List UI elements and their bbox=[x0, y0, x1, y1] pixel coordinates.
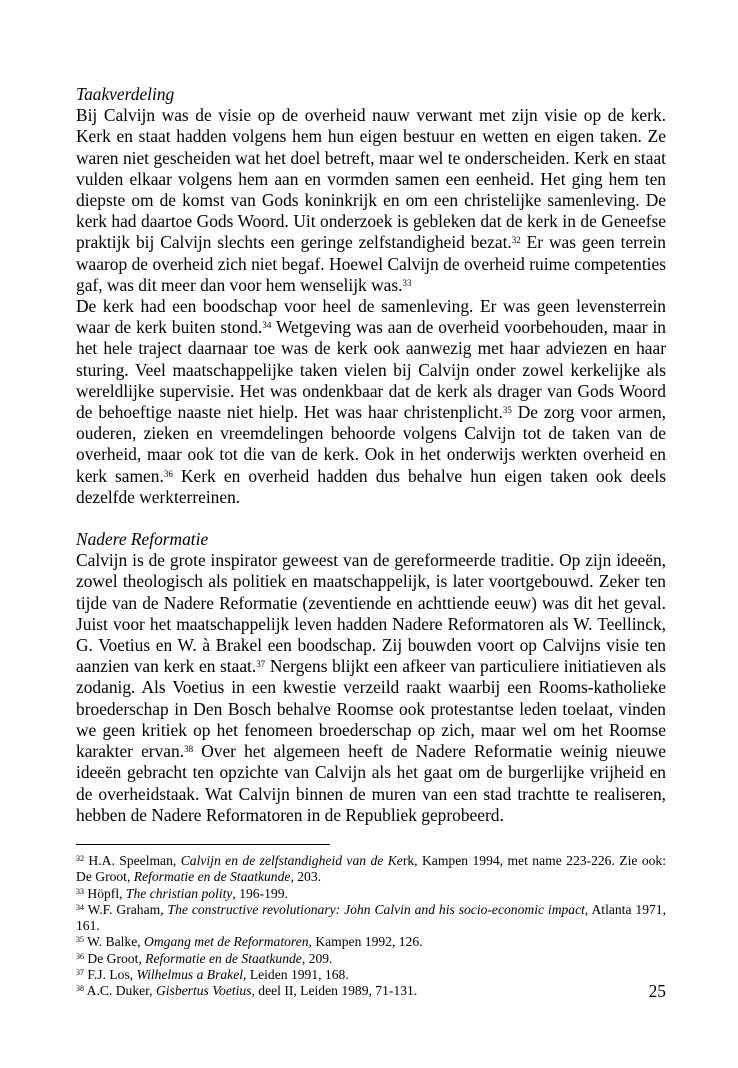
footnote-title: The constructive revolutionary: John Calvin and his socio-economic impact bbox=[167, 901, 585, 917]
footnote-ref-35[interactable]: 35 bbox=[502, 405, 512, 416]
footnote-number: 37 bbox=[76, 967, 84, 977]
footnote-37 bbox=[76, 967, 666, 983]
footnote-title: Reformatie en de Staatkunde bbox=[133, 869, 291, 885]
paragraph-3 bbox=[76, 550, 666, 826]
footnote-ref-37[interactable]: 37 bbox=[256, 659, 266, 670]
footnote-text: , 203. bbox=[290, 869, 322, 885]
footnote-38 bbox=[76, 983, 666, 999]
footnote-title: Omgang met de Reformatoren bbox=[144, 934, 309, 950]
footnote-text: H.A. Speelman, bbox=[84, 852, 181, 868]
footnote-divider bbox=[76, 844, 330, 845]
page-number: 25 bbox=[648, 981, 666, 1001]
footnote-number: 33 bbox=[76, 886, 84, 896]
footnote-title: Gisbertus Voetius bbox=[155, 983, 252, 999]
paragraph-2 bbox=[76, 296, 666, 508]
paragraph-2-d: Kerk en overheid hadden dus behalve hun eigen taken ook deels dezelfde werkterreinen. bbox=[76, 465, 666, 507]
footnote-35 bbox=[76, 934, 666, 950]
footnote-text: Höpfl, bbox=[84, 885, 126, 901]
paragraph-2-a: De kerk had een boodschap voor heel de samenleving. Er was geen levensterrein waar de kerk buiten stond. bbox=[76, 296, 666, 338]
footnote-text: W.F. Graham, bbox=[84, 901, 168, 917]
footnote-number: 38 bbox=[76, 984, 84, 994]
footnote-text: , deel II, Leiden 1989, 71-131. bbox=[251, 983, 418, 999]
footnotes bbox=[76, 853, 666, 1000]
section-heading-nadere-reformatie: Nadere Reformatie bbox=[76, 529, 209, 550]
paragraph-2-c: De zorg voor armen, ouderen, zieken en vreemdelingen behoorde volgens Calvijn tot de taken van de overheid, maar ook tot die van de kerk. Ook in het onderwijs werkten overheid en kerk samen. bbox=[76, 402, 666, 486]
footnote-ref-34[interactable]: 34 bbox=[262, 320, 272, 331]
footnote-title: Reformatie en de Staatkunde bbox=[145, 950, 302, 966]
paragraph-1-text-cont: Er was geen terrein waarop de overheid zich niet begaf. Hoewel Calvijn de overheid ruime competenties gaf, was dit meer dan voor hem wenselijk was. bbox=[76, 232, 666, 295]
footnote-text: F.J. Los, bbox=[84, 966, 137, 982]
footnote-text: , Kampen 1992, 126. bbox=[308, 934, 423, 950]
paragraph-3-a: Calvijn is de grote inspirator geweest van de gereformeerde traditie. Op zijn ideeën, zowel theologisch als politiek en maatschappelijk, is later voortgebouwd. Zeker ten tijde van de Nadere Reformatie (zeventiende en achttiende eeuw) was dit het geval. Juist voor het maatschappelijk leven hadden Nadere Reformatoren als W. Teellinck, G. Voetius en W. à Brakel een boodschap. Zij bouwden voort op Calvijns visie ten aanzien van kerk en staat. bbox=[76, 550, 666, 677]
footnote-text: W. Balke, bbox=[84, 934, 145, 950]
footnote-number: 36 bbox=[76, 951, 84, 961]
footnote-33 bbox=[76, 886, 666, 902]
footnote-title: The christian polity bbox=[125, 885, 233, 901]
page-body bbox=[76, 84, 666, 1000]
footnote-ref-36[interactable]: 36 bbox=[163, 468, 173, 479]
paragraph-3-c: Over het algemeen heeft de Nadere Reformatie weinig nieuwe ideeën gebracht ten opzichte van Calvijn als het gaat om de burgerlijke vrijheid en de overheidstaak. Wat Calvijn binnen de muren van een stad trachtte te realiseren, hebben de Nadere Reformatoren in de Republiek geprobeerd. bbox=[76, 741, 666, 825]
section-gap bbox=[76, 508, 666, 529]
footnote-title: Wilhelmus a Brakel bbox=[136, 966, 244, 982]
paragraph-1-text: Bij Calvijn was de visie op de overheid nauw verwant met zijn visie op de kerk. Kerk en staat hadden volgens hem hun eigen bestuur en wetten en eigen taken. Ze waren niet gescheiden wat het doel betreft, maar wel te onderscheiden. Kerk en staat vulden elkaar volgens hem aan en vormden samen een eenheid. Het ging hem ten diepste om de komst van Gods koninkrijk en om een christelijke samenleving. De kerk had daartoe Gods Woord. Uit onderzoek is gebleken dat de kerk in de Geneefse praktijk bij Calvijn slechts een geringe zelfstandigheid bezat. bbox=[76, 105, 666, 253]
footnote-ref-32[interactable]: 32 bbox=[511, 235, 521, 246]
footnote-text: , 196-199. bbox=[232, 885, 288, 901]
footnote-text: De Groot, bbox=[84, 950, 146, 966]
footnote-text: , Atlanta 1971, 161. bbox=[76, 901, 666, 934]
footnote-number: 34 bbox=[76, 902, 84, 912]
footnote-text: , 209. bbox=[301, 950, 333, 966]
footnote-36 bbox=[76, 951, 666, 967]
footnote-ref-33[interactable]: 33 bbox=[402, 277, 412, 288]
footnote-text: rk, Kampen 1994, met name 223-226. Zie ook: De Groot, bbox=[76, 852, 666, 885]
section-heading-taakverdeling: Taakverdeling bbox=[76, 84, 175, 104]
paragraph-1 bbox=[76, 105, 666, 296]
paragraph-3-b: Nergens blijkt een afkeer van particuliere initiatieven als zodanig. Als Voetius in een kwestie verzeild raakt waarbij een Rooms-katholieke broederschap in Den Bosch behalve Roomse ook protestantse leden toelaat, vinden we geen kritiek op het fenomeen broederschap op zich, maar wel om het Roomse karakter ervan. bbox=[76, 656, 666, 762]
footnote-32 bbox=[76, 853, 666, 886]
footnote-number: 35 bbox=[76, 935, 84, 945]
footnote-ref-38[interactable]: 38 bbox=[184, 744, 194, 755]
paragraph-2-b: Wetgeving was aan de overheid voorbehouden, maar in het hele traject daarnaar toe was de kerk ook aanwezig met haar adviezen en haar sturing. Veel maatschappelijke taken vielen bij Calvijn onder zowel kerkelijke als wereldlijke supervisie. Het was ondenkbaar dat de kerk als drager van Gods Woord de behoeftige naaste niet hielp. Het was haar christenplicht. bbox=[76, 317, 666, 423]
footnote-text: , Leiden 1991, 168. bbox=[243, 966, 349, 982]
footnote-34 bbox=[76, 902, 666, 935]
footnote-title: Calvijn en de zelfstandigheid van de Ke bbox=[180, 852, 403, 868]
footnote-text: A.C. Duker, bbox=[84, 983, 156, 999]
footnote-number: 32 bbox=[76, 853, 84, 863]
